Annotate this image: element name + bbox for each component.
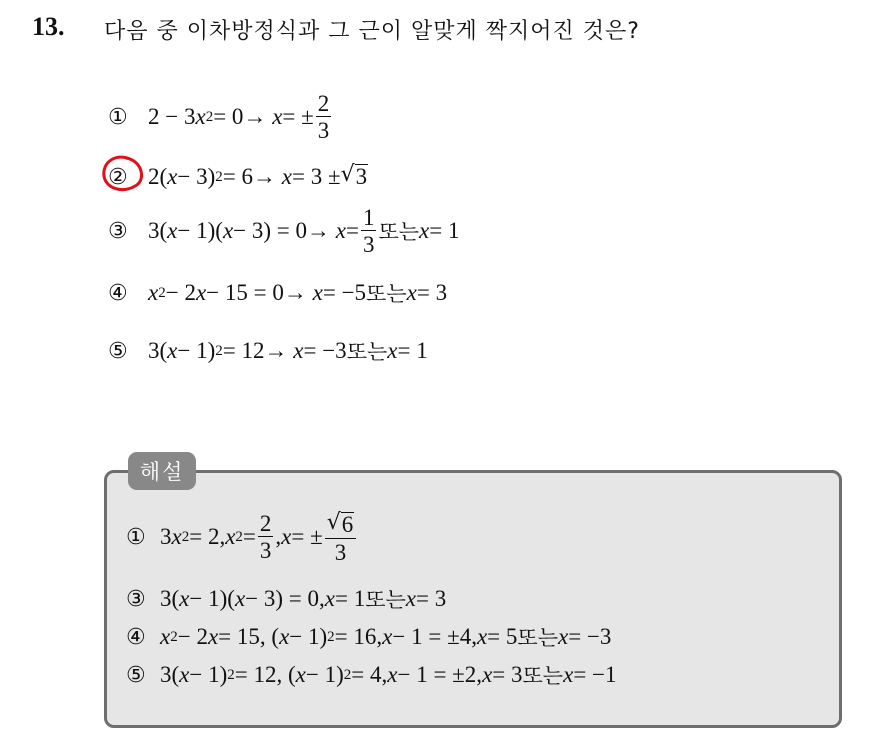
question-number: 13. <box>32 12 65 41</box>
equation-text: = <box>345 218 359 243</box>
equation-text: = 12, ( <box>234 662 296 687</box>
choice-1[interactable] <box>108 92 333 142</box>
equation-text: = 16, <box>334 624 383 649</box>
variable: x <box>148 280 159 305</box>
equation-text: = 1 <box>429 218 460 243</box>
exponent: 2 <box>205 108 214 125</box>
equation-text: = 4, <box>351 662 388 687</box>
line-number: ③ <box>126 586 146 612</box>
line-number: ① <box>126 524 146 550</box>
variable: x <box>167 164 178 189</box>
variable: x <box>382 624 393 649</box>
equation-text: = 3 <box>492 662 523 687</box>
variable: x <box>171 524 182 550</box>
equation-text: = 6 <box>222 164 254 189</box>
equation-text: − 1) <box>289 624 328 649</box>
equation-text: = 15, ( <box>218 624 280 649</box>
equation-text: − 1 = ±2, <box>397 662 483 687</box>
line-number: ④ <box>126 624 146 650</box>
equation-text: = −3 <box>568 624 612 649</box>
radicand: 6 <box>341 512 354 537</box>
equation-text: − 3) <box>177 164 216 189</box>
equation-text: − 15 = 0 <box>206 280 284 305</box>
variable: x <box>207 624 219 649</box>
fraction-numerator: 1 <box>362 205 375 230</box>
fraction-denominator: 3 <box>259 538 272 564</box>
equation-text: 3( <box>160 662 180 687</box>
variable: x <box>225 524 236 550</box>
exponent: 2 <box>327 628 335 645</box>
fraction-numerator: 2 <box>317 91 330 116</box>
equation-text: = ± <box>291 524 323 550</box>
equation-text: = −3 <box>303 338 347 363</box>
explanation-line-3 <box>126 622 611 652</box>
variable: x <box>167 338 178 363</box>
variable: x <box>281 164 292 189</box>
equation-text: − 1)( <box>189 586 235 611</box>
equation-text: − 3) = 0 <box>233 218 308 243</box>
exponent: 2 <box>343 666 352 683</box>
equation-text: − 2 <box>165 280 196 305</box>
choice-number: ② <box>108 164 128 190</box>
fraction-numerator <box>325 510 357 539</box>
explanation-line-2 <box>126 584 446 614</box>
or-text: 또는 <box>365 588 406 612</box>
equation-text: − 2 <box>177 624 208 649</box>
variable: x <box>563 662 574 687</box>
radical-sign: √ <box>340 162 355 188</box>
variable: x <box>195 280 207 305</box>
variable: x <box>335 218 346 243</box>
arrow-icon: → <box>264 338 288 363</box>
equation-text: = 0 <box>213 104 244 129</box>
square-root <box>327 512 355 537</box>
exponent: 2 <box>215 168 223 185</box>
equation-text: = 3 <box>416 280 448 305</box>
variable: x <box>387 662 398 687</box>
or-text: 또는 <box>366 282 407 306</box>
choice-number: ⑤ <box>108 338 128 364</box>
fraction-denominator: 3 <box>362 232 375 257</box>
equation-text: 3( <box>160 586 180 611</box>
fraction <box>258 512 274 562</box>
line-number: ⑤ <box>126 662 146 688</box>
equation-text: = 3 ± <box>291 164 341 189</box>
answer-circle-mark <box>100 154 144 194</box>
explanation-line-1 <box>126 510 358 564</box>
variable: x <box>281 524 292 550</box>
variable: x <box>179 662 190 687</box>
exponent: 2 <box>170 628 178 645</box>
equation-text: , <box>275 524 282 550</box>
equation-text: = 1 <box>397 338 428 363</box>
fraction <box>316 92 332 142</box>
fraction-denominator: 3 <box>317 118 330 143</box>
exponent: 2 <box>158 284 166 301</box>
variable: x <box>179 586 190 611</box>
variable: x <box>405 586 417 611</box>
variable: x <box>222 218 234 243</box>
choice-2[interactable] <box>108 164 368 190</box>
choice-number: ③ <box>108 218 128 244</box>
equation-text: 3 <box>160 524 172 550</box>
equation-text: 2( <box>148 164 168 189</box>
arrow-icon: → <box>283 280 307 305</box>
variable: x <box>557 624 569 649</box>
variable: x <box>324 586 335 611</box>
equation-text: = 2, <box>189 524 226 550</box>
or-text: 또는 <box>378 220 420 244</box>
or-text: 또는 <box>517 626 558 650</box>
variable: x <box>482 662 493 687</box>
equation-text: − 1) <box>189 662 228 687</box>
equation-text: − 1) <box>305 662 344 687</box>
question-text: 다음 중 이차방정식과 그 근이 알맞게 짝지어진 것은? <box>104 19 640 44</box>
equation-text: = 1 <box>334 586 366 611</box>
variable: x <box>160 624 171 649</box>
equation-text: = −5 <box>322 280 367 305</box>
exponent: 2 <box>235 528 243 545</box>
equation-text: = <box>242 524 256 550</box>
arrow-icon: → <box>307 218 331 243</box>
equation-text: − 1) <box>177 338 216 363</box>
choice-5[interactable] <box>108 336 428 366</box>
variable: x <box>279 624 290 649</box>
variable: x <box>195 104 206 129</box>
fraction <box>361 206 377 256</box>
variable: x <box>167 218 178 243</box>
equation-text: = ± <box>282 104 314 129</box>
variable: x <box>406 280 417 305</box>
variable: x <box>234 586 246 611</box>
variable: x <box>419 218 430 243</box>
choice-number: ④ <box>108 280 128 306</box>
radicand: 3 <box>355 164 368 190</box>
equation-text: − 1 = ±4, <box>392 624 477 649</box>
exponent: 2 <box>215 342 223 359</box>
equation-text: 2 − 3 <box>148 104 196 129</box>
choice-4[interactable] <box>108 278 447 308</box>
arrow-icon: → <box>253 164 277 189</box>
variable: x <box>312 280 323 305</box>
equation-text: 3( <box>148 218 168 243</box>
choice-number: ① <box>108 104 128 130</box>
variable: x <box>293 338 304 363</box>
equation-text: − 1)( <box>177 218 223 243</box>
equation-text: = 5 <box>487 624 518 649</box>
variable: x <box>387 338 398 363</box>
choice-3[interactable] <box>108 206 460 256</box>
square-root <box>341 164 369 189</box>
equation-text: = 12 <box>222 338 265 363</box>
radical-sign: √ <box>326 510 341 535</box>
explanation-line-4 <box>126 660 617 690</box>
equation-text: − 3) = 0, <box>245 586 325 611</box>
variable: x <box>272 104 283 129</box>
or-text: 또는 <box>522 664 564 688</box>
explanation-tab: 해설 <box>128 452 196 490</box>
fraction <box>325 510 357 564</box>
exponent: 2 <box>181 528 190 545</box>
equation-text: = −1 <box>573 662 617 687</box>
arrow-icon: → <box>243 104 267 129</box>
variable: x <box>295 662 306 687</box>
equation-text: = 3 <box>416 586 447 611</box>
fraction-denominator: 3 <box>334 540 347 566</box>
exponent: 2 <box>227 666 235 683</box>
or-text: 또는 <box>346 340 388 364</box>
fraction-numerator: 2 <box>259 511 272 537</box>
equation-text: 3( <box>148 338 168 363</box>
variable: x <box>476 624 488 649</box>
